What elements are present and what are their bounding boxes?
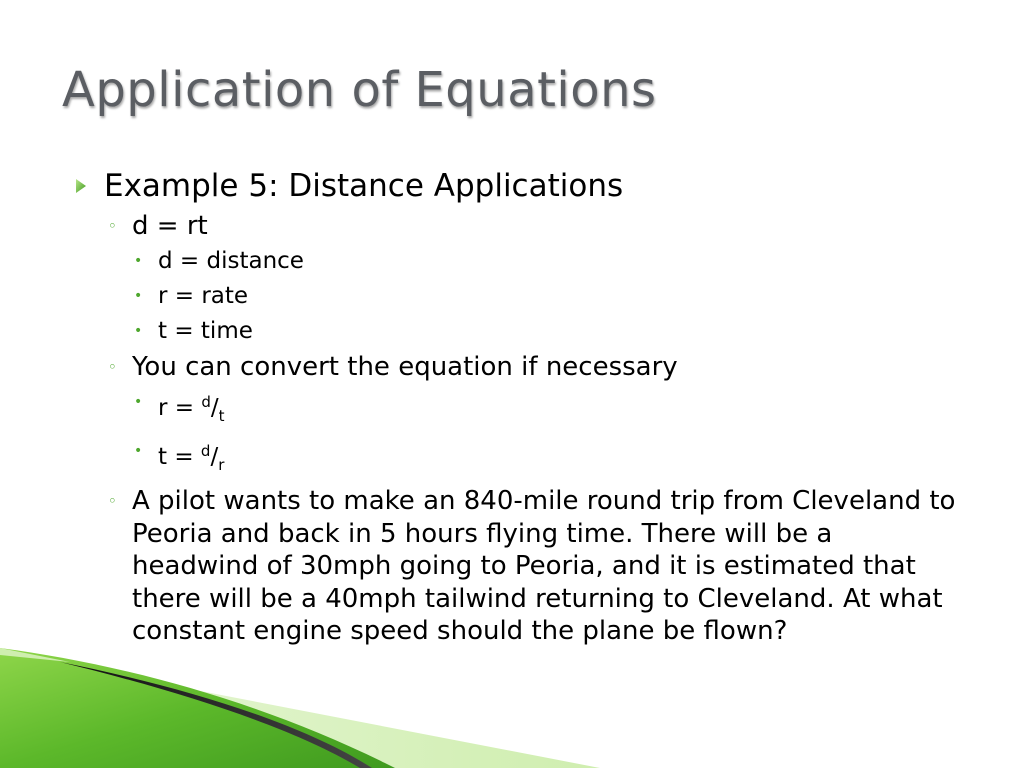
definition-text: r = rate — [158, 283, 249, 309]
dot-bullet-icon: • — [134, 288, 143, 304]
bullet-problem — [72, 485, 962, 648]
conversion-numerator: d — [200, 442, 211, 460]
conversion-slash: / — [210, 395, 219, 421]
formula-text: d = rt — [132, 211, 208, 241]
dot-bullet-icon: • — [134, 323, 143, 339]
definition-text: d = distance — [158, 248, 304, 274]
dot-bullet-icon: • — [134, 394, 143, 410]
conversion-item — [72, 434, 962, 483]
problem-text: A pilot wants to make an 840-mile round trip from Cleveland to Peoria and back in 5 hours flying time. There will be a headwind of 30mph going to Peoria, and it is estimated that there will be a 40mph tailwind returning to Cleveland. At what constant engine speed should the plane be flown? — [132, 486, 956, 646]
bullet-convert-note — [72, 349, 962, 385]
dot-bullet-icon: • — [134, 253, 143, 269]
conversion-item — [72, 385, 962, 434]
slide-body — [72, 164, 962, 648]
dot-bullet-icon: • — [134, 443, 143, 459]
ring-bullet-icon: ◦ — [108, 217, 117, 235]
conversion-denominator: t — [218, 407, 225, 425]
definition-text: t = time — [158, 318, 253, 344]
definition-item — [72, 244, 962, 279]
definition-item — [72, 314, 962, 349]
bullet-heading — [72, 164, 962, 208]
conversion-numerator: d — [201, 393, 211, 411]
ring-bullet-icon: ◦ — [108, 358, 117, 376]
conversion-lhs: t = — [158, 444, 201, 470]
bullet-formula — [72, 208, 962, 244]
conversion-lhs: r = — [158, 395, 202, 421]
ring-bullet-icon: ◦ — [108, 492, 117, 510]
slide-title: Application of Equations — [62, 62, 657, 118]
conversion-slash: / — [210, 444, 219, 470]
convert-note-text: You can convert the equation if necessary — [132, 352, 678, 382]
conversion-denominator: r — [218, 456, 225, 474]
definition-item — [72, 279, 962, 314]
triangle-right-icon — [75, 164, 89, 208]
heading-text: Example 5: Distance Applications — [104, 168, 624, 204]
